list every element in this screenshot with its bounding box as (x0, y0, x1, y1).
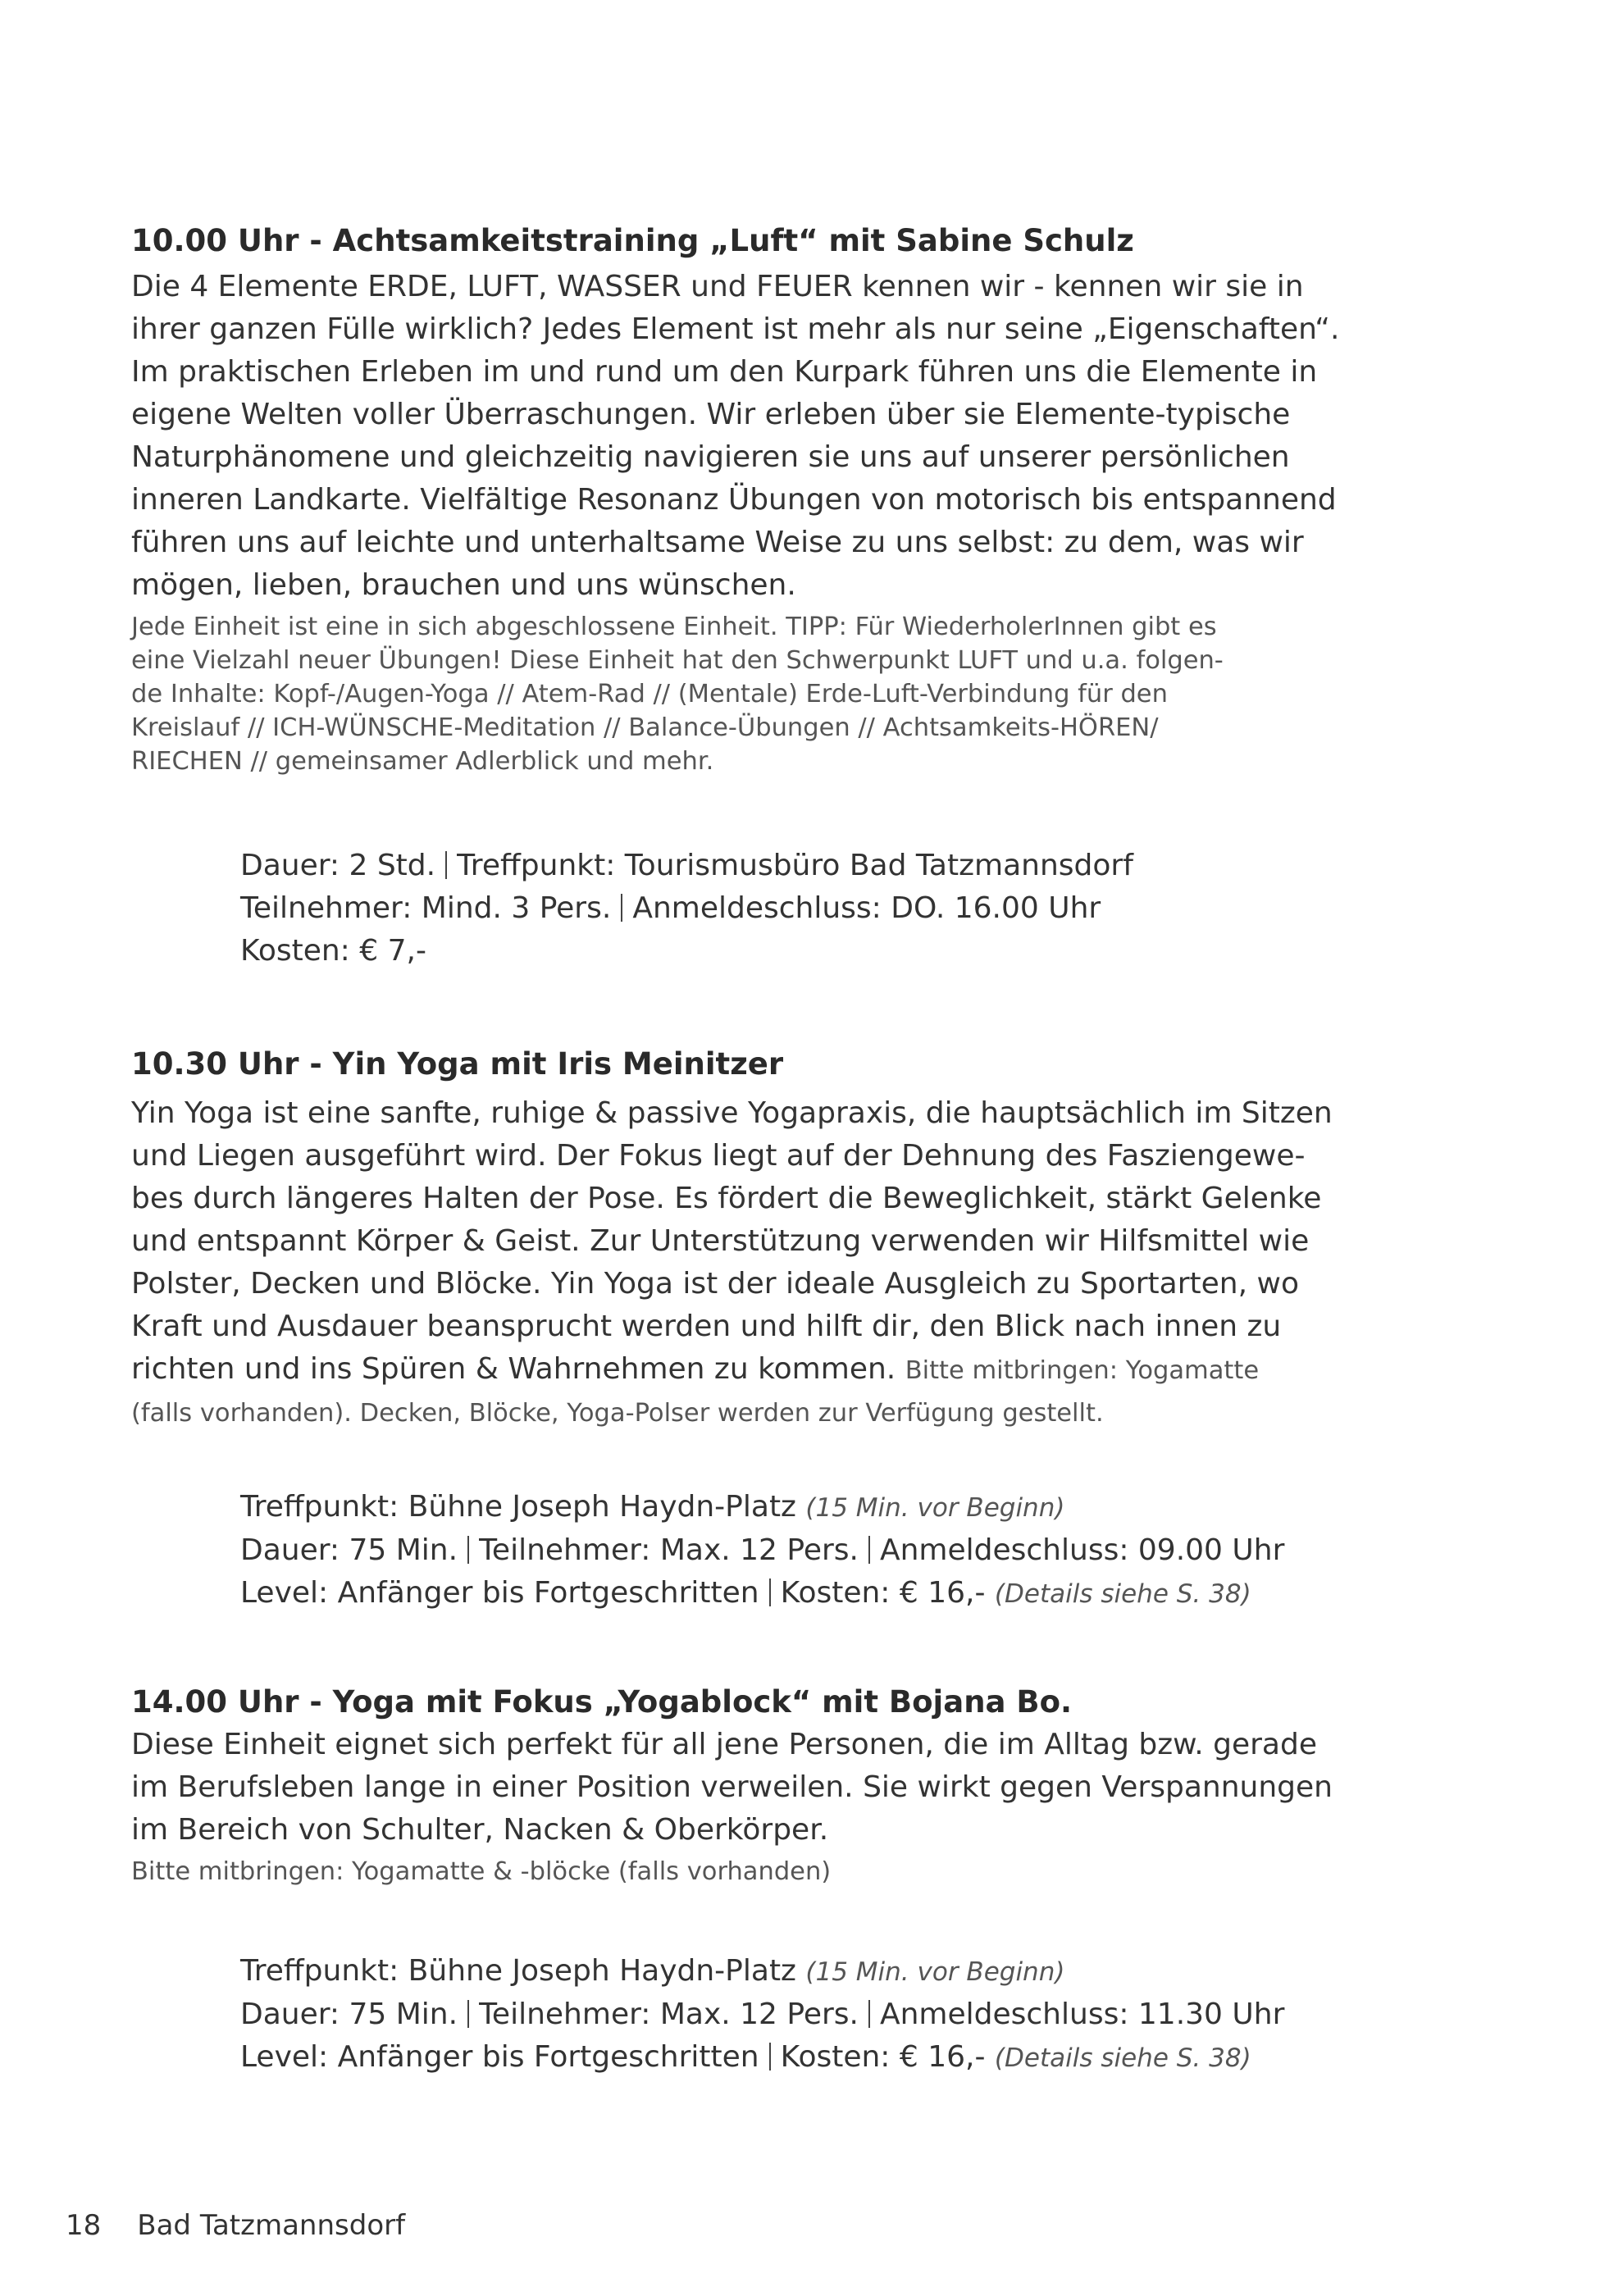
meeting-note: (15 Min. vor Beginn) (805, 1493, 1065, 1523)
description-text: richten und ins Spüren & Wahrnehmen zu kommen. (131, 1352, 896, 1386)
event-section-yogablock (131, 1681, 1411, 1893)
details-line (240, 1950, 1405, 1993)
description-line (131, 1348, 1411, 1392)
cost: Kosten: € 7,- (240, 934, 426, 968)
note-line: eine Vielzahl neuer Übungen! Diese Einheit hat den Schwerpunkt LUFT und u.a. folgen- (131, 646, 1224, 675)
event-title: 10.30 Uhr - Yin Yoga mit Iris Meinitzer (131, 1046, 784, 1082)
duration: Dauer: 2 Std. (240, 849, 436, 882)
meeting-point: Treffpunkt: Bühne Joseph Haydn-Platz (240, 1954, 796, 1988)
cost: Kosten: € 16,- (780, 1576, 986, 1610)
participants: Teilnehmer: Max. 12 Pers. (479, 1998, 859, 2031)
event-description (131, 266, 1411, 607)
description-line: eigene Welten voller Überraschungen. Wir erleben über sie Elemente-typische (131, 398, 1291, 431)
registration-deadline: Anmeldeschluss: 09.00 Uhr (879, 1533, 1285, 1567)
cost-note: (Details siehe S. 38) (994, 1579, 1251, 1609)
separator (769, 2043, 771, 2070)
separator (868, 1536, 870, 1564)
meeting-point: Treffpunkt: Tourismusbüro Bad Tatzmannsdorf (457, 849, 1133, 882)
description-line: inneren Landkarte. Vielfältige Resonanz Übungen von motorisch bis entspannend (131, 483, 1337, 517)
inline-note: Bitte mitbringen: Yogamatte (905, 1356, 1260, 1385)
description-line: Im praktischen Erleben im und rund um den Kurpark führen uns die Elemente in (131, 355, 1318, 389)
participants: Teilnehmer: Mind. 3 Pers. (240, 891, 612, 925)
duration: Dauer: 75 Min. (240, 1533, 458, 1567)
note-line: Jede Einheit ist eine in sich abgeschlossene Einheit. TIPP: Für WiederholerInnen gibt es (131, 613, 1217, 641)
registration-deadline: Anmeldeschluss: DO. 16.00 Uhr (632, 891, 1101, 925)
details-line (240, 930, 1405, 973)
event-note (131, 1852, 1411, 1893)
description-line: Yin Yoga ist eine sanfte, ruhige & passive Yogapraxis, die hauptsächlich im Sitzen (131, 1096, 1333, 1130)
page-number: 18 (66, 2209, 102, 2242)
details-line (240, 1572, 1405, 1615)
event-title: 10.00 Uhr - Achtsamkeitstraining „Luft“ mit Sabine Schulz (131, 223, 1134, 258)
separator (445, 851, 447, 879)
details-line (240, 1529, 1405, 1572)
event-note (131, 610, 1411, 778)
footer-location: Bad Tatzmannsdorf (137, 2209, 406, 2242)
details-line (240, 1993, 1405, 2036)
description-line: Naturphänomene und gleichzeitig navigieren sie uns auf unserer persönlichen (131, 440, 1290, 474)
description-line: Diese Einheit eignet sich perfekt für all jene Personen, die im Alltag bzw. gerade (131, 1728, 1317, 1761)
description-line: und entspannt Körper & Geist. Zur Unterstützung verwenden wir Hilfsmittel wie (131, 1224, 1310, 1258)
cost: Kosten: € 16,- (780, 2040, 986, 2074)
participants: Teilnehmer: Max. 12 Pers. (479, 1533, 859, 1567)
details-line (240, 2036, 1405, 2080)
event-details-yin-yoga (240, 1486, 1405, 1615)
separator (467, 2000, 469, 2028)
details-line (240, 887, 1405, 930)
note-line: (falls vorhanden). Decken, Blöcke, Yoga-Polser werden zur Verfügung gestellt. (131, 1399, 1104, 1428)
note-line: de Inhalte: Kopf-/Augen-Yoga // Atem-Rad // (Mentale) Erde-Luft-Verbindung für den (131, 680, 1168, 708)
registration-deadline: Anmeldeschluss: 11.30 Uhr (879, 1998, 1285, 2031)
event-section-yin-yoga (131, 1043, 1411, 1435)
note-line: Kreislauf // ICH-WÜNSCHE-Meditation // Balance-Übungen // Achtsamkeits-HÖREN/ (131, 713, 1159, 742)
separator (467, 1536, 469, 1564)
separator (769, 1578, 771, 1606)
separator (621, 894, 622, 922)
description-line: und Liegen ausgeführt wird. Der Fokus liegt auf der Dehnung des Fasziengewe- (131, 1139, 1306, 1173)
meeting-note: (15 Min. vor Beginn) (805, 1957, 1065, 1987)
page-footer (66, 2206, 405, 2245)
duration: Dauer: 75 Min. (240, 1998, 458, 2031)
description-line: Die 4 Elemente ERDE, LUFT, WASSER und FEUER kennen wir - kennen wir sie in (131, 270, 1304, 303)
meeting-point: Treffpunkt: Bühne Joseph Haydn-Platz (240, 1490, 796, 1524)
note-line: Bitte mitbringen: Yogamatte & -blöcke (falls vorhanden) (131, 1857, 832, 1886)
cost-note: (Details siehe S. 38) (994, 2043, 1251, 2073)
description-line: führen uns auf leichte und unterhaltsame Weise zu uns selbst: zu dem, was wir (131, 526, 1304, 559)
event-description (131, 1724, 1411, 1852)
description-line: ihrer ganzen Fülle wirklich? Jedes Element ist mehr als nur seine „Eigenschaften“. (131, 312, 1340, 346)
details-line (240, 1486, 1405, 1529)
description-line: bes durch längeres Halten der Pose. Es fördert die Beweglichkeit, stärkt Gelenke (131, 1182, 1322, 1215)
separator (868, 2000, 870, 2028)
description-line: Kraft und Ausdauer beansprucht werden und hilft dir, den Blick nach innen zu (131, 1310, 1282, 1343)
event-details-achtsamkeit (240, 845, 1405, 973)
description-line: im Berufsleben lange in einer Position verweilen. Sie wirkt gegen Verspannungen (131, 1770, 1333, 1804)
event-title: 14.00 Uhr - Yoga mit Fokus „Yogablock“ mit Bojana Bo. (131, 1684, 1073, 1720)
note-line: RIECHEN // gemeinsamer Adlerblick und mehr. (131, 747, 714, 776)
event-description (131, 1092, 1411, 1435)
description-line: im Bereich von Schulter, Nacken & Oberkörper. (131, 1813, 829, 1847)
event-section-achtsamkeit (131, 220, 1411, 778)
level: Level: Anfänger bis Fortgeschritten (240, 1576, 759, 1610)
level: Level: Anfänger bis Fortgeschritten (240, 2040, 759, 2074)
description-line: Polster, Decken und Blöcke. Yin Yoga ist der ideale Ausgleich zu Sportarten, wo (131, 1267, 1299, 1301)
event-details-yogablock (240, 1950, 1405, 2080)
details-line (240, 845, 1405, 887)
description-line: mögen, lieben, brauchen und uns wünschen. (131, 568, 796, 602)
